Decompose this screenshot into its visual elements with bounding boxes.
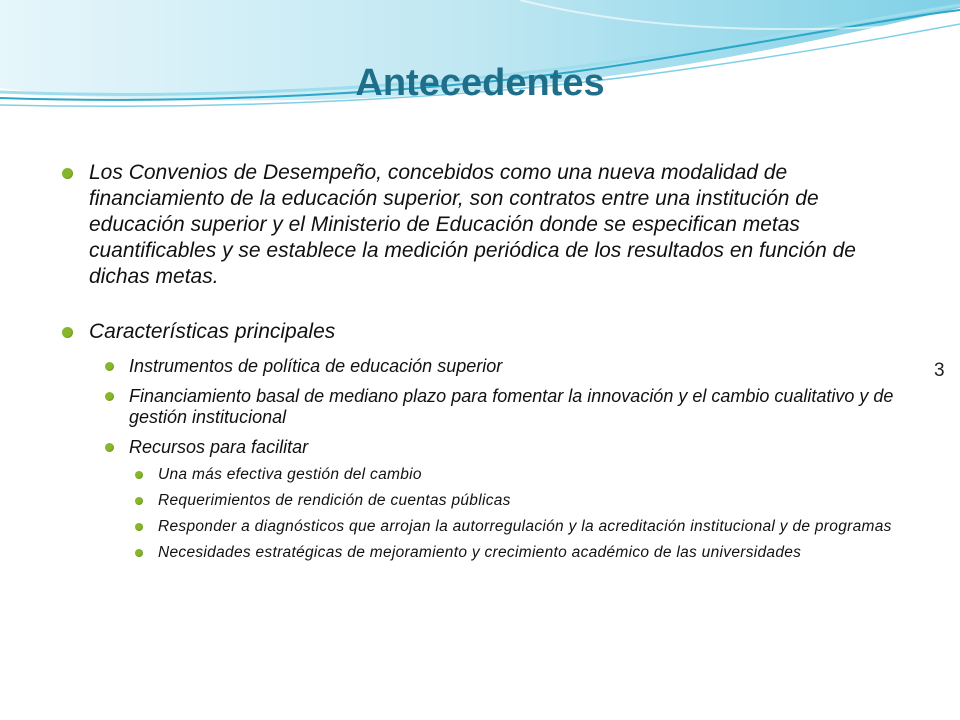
bullet-icon: [105, 362, 114, 371]
sub-sub-bullet: [60, 518, 910, 536]
sub-sub-bullet-text: Requerimientos de rendición de cuentas públicas: [158, 492, 511, 509]
slide-body: [60, 160, 910, 562]
slide-title: Antecedentes: [355, 62, 605, 104]
sub-bullet-text: Instrumentos de política de educación superior: [129, 356, 503, 376]
bullet-section-heading: [60, 319, 910, 345]
bullet-icon: [135, 523, 143, 531]
sub-bullet: [60, 437, 910, 458]
bullet-icon: [105, 392, 114, 401]
sub-sub-bullet: [60, 544, 910, 562]
slide-number: 3: [934, 360, 945, 381]
sub-bullet: [60, 356, 910, 377]
bullet-intro: [60, 160, 910, 290]
sub-sub-bullet-text: Necesidades estratégicas de mejoramiento y crecimiento académico de las universidades: [158, 544, 802, 561]
sub-bullet: [60, 386, 910, 428]
sub-bullet-text: Recursos para facilitar: [129, 437, 309, 457]
bullet-icon: [62, 327, 73, 338]
bullet-icon: [135, 497, 143, 505]
bullet-icon: [62, 168, 73, 179]
sub-sub-bullet: [60, 492, 910, 510]
sub-sub-bullet-text: Responder a diagnósticos que arrojan la autorregulación y la acreditación institucional y de programas: [158, 518, 892, 535]
bullet-icon: [135, 471, 143, 479]
sub-sub-bullet-text: Una más efectiva gestión del cambio: [158, 466, 422, 483]
bullet-icon: [105, 443, 114, 452]
bullet-icon: [135, 549, 143, 557]
section-heading: Características principales: [89, 320, 336, 343]
sub-bullet-text: Financiamiento basal de mediano plazo para fomentar la innovación y el cambio cualitativo y de gestión institucional: [129, 386, 894, 427]
sub-sub-bullet: [60, 466, 910, 484]
intro-paragraph: Los Convenios de Desempeño, concebidos como una nueva modalidad de financiamiento de la educación superior, son contratos entre una institución de educación superior y el Ministerio de Educación donde se especifican metas cuantificables y se establece la medición periódica de los resultados en función de dichas metas.: [89, 161, 856, 288]
